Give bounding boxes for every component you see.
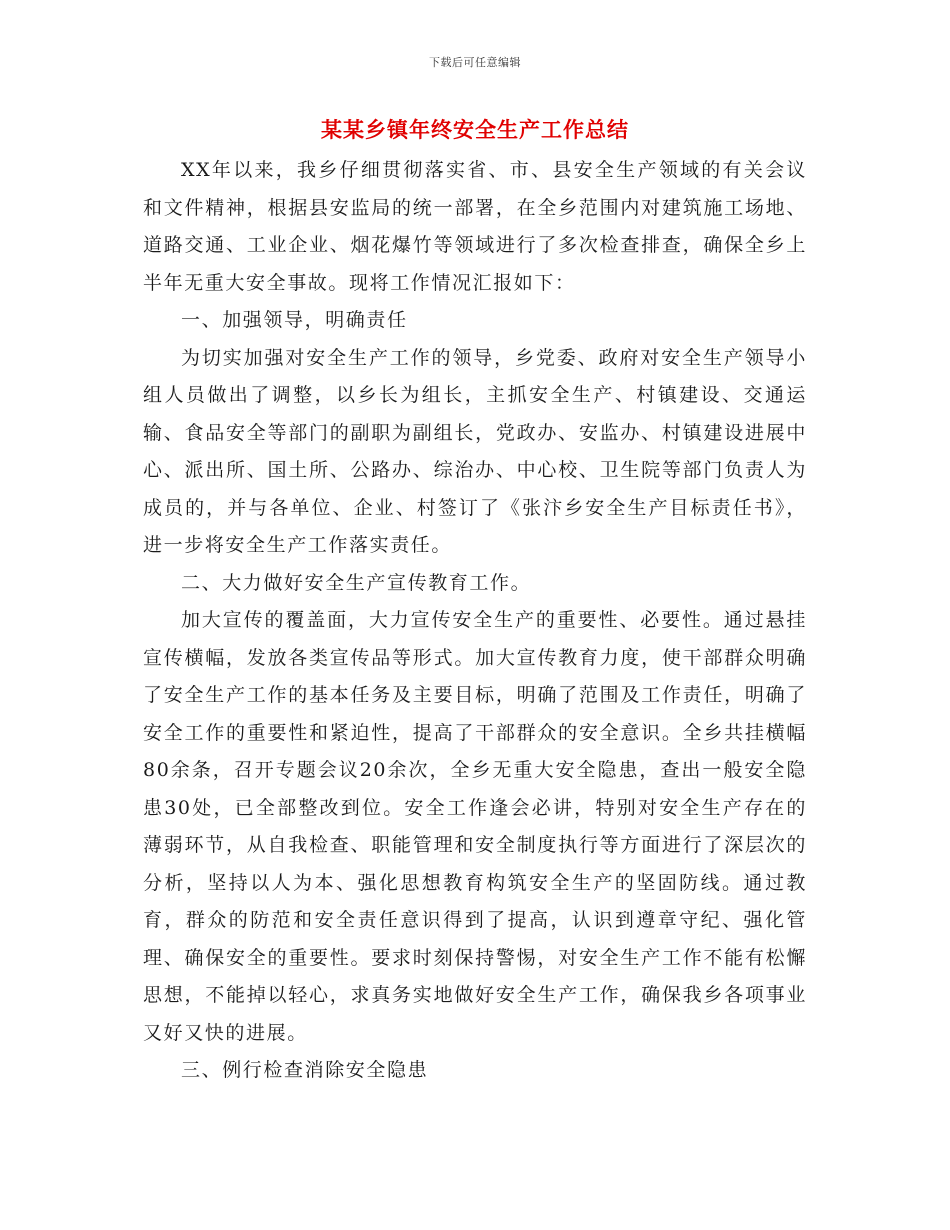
intro-paragraph: XX年以来，我乡仔细贯彻落实省、市、县安全生产领域的有关会议和文件精神，根据县安监局的统一部署，在全乡范围内对建筑施工场地、道路交通、工业企业、烟花爆竹等领域进行了多次检查排查，确保全乡上半年无重大安全事故。现将工作情况汇报如下：	[143, 159, 807, 294]
section-1-paragraph: 为切实加强对安全生产工作的领导，乡党委、政府对安全生产领导小组人员做出了调整，以乡长为组长，主抓安全生产、村镇建设、交通运输、食品安全等部门的副职为副组长，党政办、安监办、村镇建设进展中心、派出所、国土所、公路办、综治办、中心校、卫生院等部门负责人为成员的，并与各单位、企业、村签订了《张汴乡安全生产目标责任书》，进一步将安全生产工作落实责任。	[143, 346, 807, 556]
section-1-heading: 一、加强领导，明确责任	[181, 309, 408, 331]
section-2-heading: 二、大力做好安全生产宣传教育工作。	[181, 571, 532, 594]
section-3-heading: 三、例行检查消除安全隐患	[181, 1059, 429, 1081]
page-header-note: 下载后可任意编辑	[429, 56, 521, 69]
document-body	[143, 152, 807, 1090]
section-2-paragraph: 加大宣传的覆盖面，大力宣传安全生产的重要性、必要性。通过悬挂宣传横幅，发放各类宣传品等形式。加大宣传教育力度，使干部群众明确了安全生产工作的基本任务及主要目标，明确了范围及工作责任，明确了安全工作的重要性和紧迫性，提高了干部群众的安全意识。全乡共挂横幅80余条，召开专题会议20余次，全乡无重大安全隐患，查出一般安全隐患30处，已全部整改到位。安全工作逢会必讲，特别对安全生产存在的薄弱环节，从自我检查、职能管理和安全制度执行等方面进行了深层次的分析，坚持以人为本、强化思想教育构筑安全生产的坚固防线。通过教育，群众的防范和安全责任意识得到了提高，认识到遵章守纪、强化管理、确保安全的重要性。要求时刻保持警惕，对安全生产工作不能有松懈思想，不能掉以轻心，求真务实地做好安全生产工作，确保我乡各项事业又好又快的进展。	[143, 609, 807, 1044]
document-title: 某某乡镇年终安全生产工作总结	[321, 117, 629, 142]
